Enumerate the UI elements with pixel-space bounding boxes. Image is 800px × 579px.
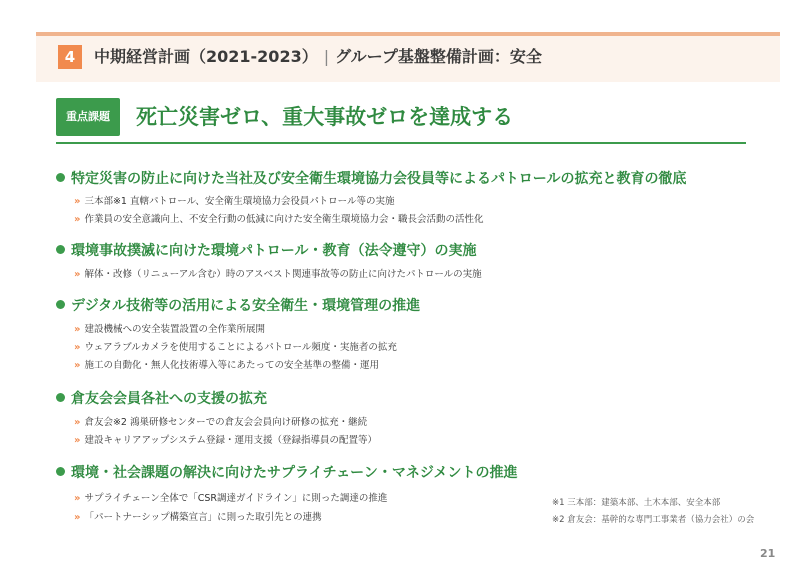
chevron-right-icon: » — [74, 196, 81, 207]
chevron-right-icon: » — [74, 493, 81, 504]
item-4-sub-1: » 倉友会※2 鴻巣研修センターでの倉友会会員向け研修の拡充・継続 — [74, 417, 368, 428]
item-3-sub-3: » 施工の自動化・無人化技術導入等にあたっての安全基準の整備・運用 — [74, 360, 379, 371]
header-title — [94, 44, 542, 70]
chevron-right-icon: » — [74, 269, 81, 280]
item-1-sub-1: » 三本部※1 直轄パトロール、安全衛生環境協力会役員パトロール等の実施 — [74, 196, 395, 207]
item-5-sub-2: » 「パートナーシップ構築宣言」に則った取引先との連携 — [74, 512, 322, 523]
page-number: 21 — [760, 547, 776, 560]
priority-issue-title: 死亡災害ゼロ、重大事故ゼロを達成する — [136, 105, 514, 129]
bullet-dot-icon — [56, 173, 65, 182]
header-title-main: 中期経営計画（2021-2023） — [94, 47, 318, 66]
item-heading-1: 特定災害の防止に向けた当社及び安全衛生環境協力会役員等によるパトロールの拡充と教育の徹底 — [56, 168, 686, 190]
chevron-right-icon: » — [74, 417, 81, 428]
footnote-1: ※1 三本部：建築本部、土木本部、安全本部 — [552, 498, 721, 508]
chevron-right-icon: » — [74, 512, 81, 523]
chevron-right-icon: » — [74, 214, 81, 225]
chevron-right-icon: » — [74, 324, 81, 335]
bullet-dot-icon — [56, 245, 65, 254]
item-3-sub-1: » 建設機械への安全装置設置の全作業所展開 — [74, 324, 265, 335]
item-heading-3: デジタル技術等の活用による安全衛生・環境管理の推進 — [56, 295, 420, 317]
item-3-sub-2: » ウェアラブルカメラを使用することによるパトロール頻度・実施者の拡充 — [74, 342, 397, 353]
footnote-2: ※2 倉友会：基幹的な専門工事業者（協力会社）の会 — [552, 515, 755, 525]
bullet-dot-icon — [56, 467, 65, 476]
item-heading-5: 環境・社会課題の解決に向けたサプライチェーン・マネジメントの推進 — [56, 462, 517, 484]
item-4-sub-2: » 建設キャリアアップシステム登録・運用支援（登録指導員の配置等） — [74, 435, 377, 446]
item-1-sub-2: » 作業員の安全意識向上、不安全行動の低減に向けた安全衛生環境協力会・職長会活動の活性化 — [74, 214, 484, 225]
item-5-sub-1: » サプライチェーン全体で「CSR調達ガイドライン」に則った調達の推進 — [74, 493, 388, 504]
bullet-dot-icon — [56, 393, 65, 402]
bullet-dot-icon — [56, 300, 65, 309]
chevron-right-icon: » — [74, 435, 81, 446]
section-number-badge: 4 — [58, 45, 82, 69]
item-heading-4: 倉友会会員各社への支援の拡充 — [56, 388, 267, 410]
header-title-sub: グループ基盤整備計画：安全 — [335, 47, 542, 66]
header-separator: | — [323, 47, 330, 66]
priority-issue-tag: 重点課題 — [56, 98, 120, 136]
item-2-sub-1: » 解体・改修（リニューアル含む）時のアスベスト関連事故等の防止に向けたパトロールの実施 — [74, 269, 482, 280]
chevron-right-icon: » — [74, 342, 81, 353]
issue-divider — [56, 142, 746, 144]
item-heading-2: 環境事故撲滅に向けた環境パトロール・教育（法令遵守）の実施 — [56, 240, 476, 262]
chevron-right-icon: » — [74, 360, 81, 371]
